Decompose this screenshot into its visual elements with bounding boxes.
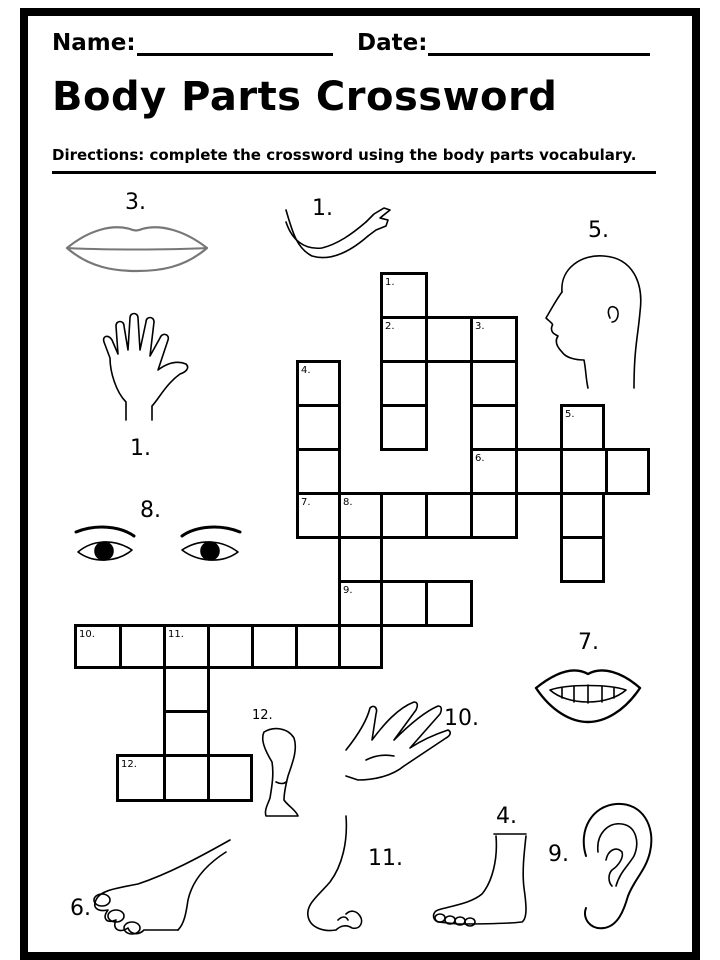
grid-cell[interactable] <box>251 624 298 669</box>
clue-number: 5. <box>565 409 575 420</box>
divider <box>52 171 656 174</box>
grid-cell[interactable] <box>470 404 518 451</box>
grid-cell[interactable] <box>295 624 341 669</box>
grid-cell[interactable] <box>425 492 473 539</box>
grid-cell[interactable] <box>296 448 341 495</box>
grid-cell[interactable] <box>380 404 428 451</box>
clue-label-hand: 1. <box>130 436 151 461</box>
grid-cell[interactable] <box>338 624 383 669</box>
lips-icon <box>64 220 210 272</box>
grid-cell[interactable] <box>296 492 341 539</box>
clue-number: 1. <box>385 277 395 288</box>
grid-cell[interactable] <box>380 272 428 319</box>
clue-number: 9. <box>343 585 353 596</box>
grid-cell[interactable] <box>163 710 210 757</box>
grid-cell[interactable] <box>163 754 210 802</box>
grid-cell[interactable] <box>338 492 383 539</box>
clue-label-foot: 4. <box>496 804 517 829</box>
clue-label-lips: 3. <box>125 190 146 215</box>
clue-number: 8. <box>343 497 353 508</box>
grid-cell[interactable] <box>425 316 473 363</box>
clue-number: 12. <box>121 759 137 770</box>
grid-cell[interactable] <box>338 580 383 627</box>
clue-number: 4. <box>301 365 311 376</box>
grid-cell[interactable] <box>380 360 428 407</box>
grid-cell[interactable] <box>207 754 253 802</box>
arm-icon <box>282 200 394 264</box>
head-icon <box>540 252 650 392</box>
grid-cell[interactable] <box>380 580 428 627</box>
clue-label-ear: 9. <box>548 842 569 867</box>
name-label: Name: <box>52 30 136 56</box>
grid-cell[interactable] <box>470 360 518 407</box>
clue-label-head: 5. <box>588 218 609 243</box>
clue-label-arm: 1. <box>312 196 333 221</box>
clue-label-toes: 6. <box>70 896 91 921</box>
eyes-icon <box>72 522 244 572</box>
grid-cell[interactable] <box>163 624 210 669</box>
toes-icon <box>88 838 234 938</box>
grid-cell[interactable] <box>425 580 473 627</box>
grid-cell[interactable] <box>605 448 650 495</box>
hand-icon <box>100 312 196 424</box>
clue-number: 10. <box>79 629 95 640</box>
mouth-icon <box>532 664 644 724</box>
clue-number: 7. <box>301 497 311 508</box>
grid-cell[interactable] <box>515 448 563 495</box>
foot-icon <box>430 832 530 932</box>
grid-cell[interactable] <box>207 624 254 669</box>
clue-number: 3. <box>475 321 485 332</box>
grid-cell[interactable] <box>470 316 518 363</box>
clue-label-nose: 11. <box>368 846 403 871</box>
clue-label-eyes: 8. <box>140 498 161 523</box>
clue-number: 6. <box>475 453 485 464</box>
ear-icon <box>572 800 656 932</box>
grid-cell[interactable] <box>380 492 428 539</box>
date-field[interactable] <box>428 53 650 56</box>
grid-cell[interactable] <box>380 316 428 363</box>
grid-cell[interactable] <box>560 448 608 495</box>
grid-cell[interactable] <box>163 666 210 713</box>
grid-cell[interactable] <box>74 624 122 669</box>
grid-cell[interactable] <box>116 754 166 802</box>
clue-number: 2. <box>385 321 395 332</box>
grid-cell[interactable] <box>470 492 518 539</box>
name-field[interactable] <box>137 53 333 56</box>
grid-cell[interactable] <box>296 404 341 451</box>
clue-label-leg: 12. <box>252 708 273 723</box>
grid-cell[interactable] <box>560 536 605 583</box>
clue-label-mouth: 7. <box>578 630 599 655</box>
leg-icon <box>258 724 308 820</box>
grid-cell[interactable] <box>560 404 605 451</box>
grid-cell[interactable] <box>470 448 518 495</box>
directions-text: Directions: complete the crossword using the body parts vocabulary. <box>52 146 637 164</box>
grid-cell[interactable] <box>338 536 383 583</box>
grid-cell[interactable] <box>296 360 341 407</box>
clue-label-fingers: 10. <box>444 706 479 731</box>
date-label: Date: <box>357 30 428 56</box>
grid-cell[interactable] <box>560 492 605 539</box>
page-title: Body Parts Crossword <box>52 74 558 120</box>
fingers-icon <box>344 700 454 786</box>
nose-icon <box>302 812 366 938</box>
grid-cell[interactable] <box>119 624 166 669</box>
clue-number: 11. <box>168 629 184 640</box>
